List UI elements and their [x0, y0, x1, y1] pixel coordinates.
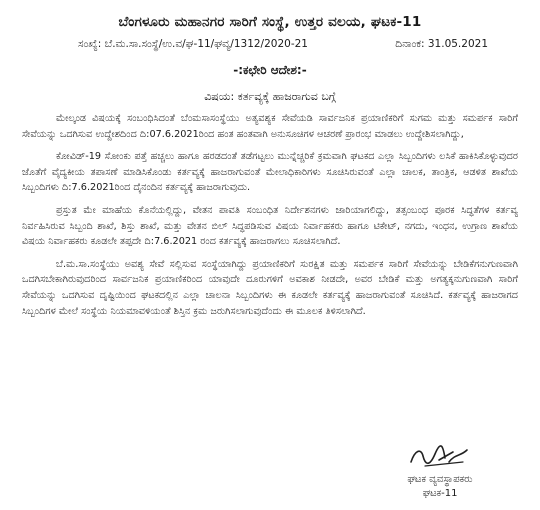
signature-block — [380, 444, 500, 499]
signatory-unit: ಘಟಕ-11 — [422, 488, 458, 499]
subject-line: ವಿಷಯ: ಕರ್ತವ್ಯಕ್ಕೆ ಹಾಜರಾಗುವ ಬಗ್ಗೆ — [204, 90, 336, 103]
body-paragraph-4: ಬೆ.ಮ.ಸಾ.ಸಂಸ್ಥೆಯು ಅವಶ್ಯ ಸೇವೆ ಸಲ್ಲಿಸುವ ಸಂಸ್ಥೆಯಾಗಿದ್ದು ಪ್ರಯಾಣಿಕರಿಗೆ ಸುರಕ್ಷಿತ ಮತ್ತು ಸಮರ್ಪಕ ಸಾರಿಗೆ ಸೇವೆಯನ್ನು ಬೇಡಿಕೆಗನುಗುಣವಾಗಿ ಒದಗಿಸಬೇಕಾಗಿರುವುದರಿಂದ ಸಾರ್ವಜನಿಕ ಪ್ರಯಾಣಿಕರಿಂದ ಯಾವುದೇ ದೂರುಗಳಿಗೆ ಅವಕಾಶ ನೀಡದೇ, ಅವರ ಬೇಡಿಕೆ ಮತ್ತು ಅಗತ್ಯಕ್ಕನುಗುಣವಾಗಿ ಸಾರಿಗೆ ಸೇವೆಯನ್ನು ಒದಗಿಸುವ ದೃಷ್ಟಿಯಿಂದ ಘಟಕದಲ್ಲಿನ ಎಲ್ಲಾ ಚಾಲನಾ ಸಿಬ್ಬಂದಿಗಳು ಈ ಕೂಡಲೇ ಕರ್ತವ್ಯಕ್ಕೆ ಹಾಜರಾಗುವಂತೆ ಸೂಚಿಸಿದೆ. ಕರ್ತವ್ಯಕ್ಕೆ ಹಾಜರಾಗದ ಸಿಬ್ಬಂದಿಗಳ ಮೇಲೆ ಸಂಸ್ಥೆಯ ನಿಯಮಾವಳಿಯಂತೆ ಶಿಸ್ತಿನ ಕ್ರಮ ಜರುಗಿಸಲಾಗುವುದೆಂದು ಈ ಮೂಲಕ ತಿಳಿಸಲಾಗಿದೆ. — [22, 258, 518, 317]
body-paragraph-1: ಮೇಲ್ಕಂಡ ವಿಷಯಕ್ಕೆ ಸಂಬಂಧಿಸಿದಂತೆ ಬೆಂಮಸಾಸಂಸ್ಥೆಯು ಅತ್ಯವಶ್ಯಕ ಸೇವೆಯಡಿ ಸಾರ್ವಜನಿಕ ಪ್ರಯಾಣಿಕರಿಗೆ ಸುಗಮ ಮತ್ತು ಸಮರ್ಪಕ ಸಾರಿಗೆ ಸೇವೆಯನ್ನು ಒದಗಿಸುವ ಉದ್ದೇಶದಿಂದ ದಿ:07.6.2021ರಿಂದ ಹಂತ ಹಂತವಾಗಿ ಅನುಸೂಚಿಗಳ ಆಚರಣೆ ಪ್ರಾರಂಭ ಮಾಡಲು ಉದ್ದೇಶಿಸಲಾಗಿದ್ದು, — [22, 113, 518, 140]
office-order-heading: -:ಕಛೇರಿ ಆದೇಶ:- — [233, 63, 307, 77]
document-date: ದಿನಾಂಕ: 31.05.2021 — [395, 38, 488, 50]
handwritten-signature — [405, 444, 475, 472]
body-paragraph-3: ಪ್ರಸ್ತುತ ಮೇ ಮಾಹೆಯ ಕೊನೆಯಲ್ಲಿದ್ದು, ವೇತನ ಪಾವತಿ ಸಂಬಂಧಿತ ನಿರ್ದೇಶನಗಳು ಜಾರಿಯಾಗಲಿದ್ದು, ತತ್ಸಂಬಂಧ ಪೂರಕ ಸಿದ್ಧತೆಗಳ ಕರ್ತವ್ಯ ನಿರ್ವಹಿಸಿರುವ ಸಿಬ್ಬಂದಿ ಶಾಖೆ, ಶಿಸ್ತು ಶಾಖೆ, ಮತ್ತು ವೇತನ ಬಿಲ್ ಸಿದ್ಧಪಡಿಸುವ ವಿಷಯ ನಿರ್ವಾಹಕರು ಹಾಗೂ ಟಿಕೇಟ್, ನಗದು, ಇಂಧನ, ಉಗ್ರಾಣ ಶಾಖೆಯ ವಿಷಯ ನಿರ್ವಾಹಕರು ಕೂಡಲೇ ತಪ್ಪದೇ ದಿ:7.6.2021 ರಂದ ಕರ್ತವ್ಯಕ್ಕೆ ಹಾಜರಾಗಲು ಸೂಚಿಸಲಾಗಿದೆ. — [22, 204, 518, 248]
reference-number: ಸಂಖ್ಯೆ: ಬೆ.ಮ.ಸಾ.ಸಂಸ್ಥೆ/ಉ.ವ/ಘ-11/ಘವ್ಯ/1312/2020-21 — [78, 38, 308, 50]
organization-header: ಬೆಂಗಳೂರು ಮಹಾನಗರ ಸಾರಿಗೆ ಸಂಸ್ಥೆ, ಉತ್ತರ ವಲಯ, ಘಟಕ-11 — [118, 14, 422, 30]
signatory-designation: ಘಟಕ ವ್ಯವಸ್ಥಾಪಕರು — [407, 474, 473, 485]
body-paragraph-2: ಕೋವಿಡ್-19 ಸೋಂಕು ಪತ್ತೆ ಹಚ್ಚಲು ಹಾಗೂ ಹರಡದಂತೆ ತಡೆಗಟ್ಟಲು ಮುನ್ನೆಚ್ಚರಿಕೆ ಕ್ರಮವಾಗಿ ಘಟಕದ ಎಲ್ಲಾ ಸಿಬ್ಬಂದಿಗಳು ಲಸಿಕೆ ಹಾಕಿಸಿಕೊಳ್ಳುವುದರ ಜೊತೆಗೆ ವೈದ್ಯಕೀಯ ತಪಾಸಣೆ ಮಾಡಿಸಿಕೊಂಡು ಕರ್ತವ್ಯಕ್ಕೆ ಹಾಜರಾಗುವಂತೆ ಮೇಲಾಧಿಕಾರಿಗಳು ಸೂಚಿಸಿರುವಂತೆ ಎಲ್ಲಾ ಚಾಲಕ, ತಾಂತ್ರಿಕ, ಆಡಳಿತ ಶಾಖೆಯ ಸಿಬ್ಬಂದಿಗಳು ದಿ:7.6.2021ರಿಂದ ದೈನಂದಿನ ಕರ್ತವ್ಯಕ್ಕೆ ಹಾಜರಾಗುವುದು. — [22, 151, 518, 194]
reference-row — [22, 38, 518, 51]
